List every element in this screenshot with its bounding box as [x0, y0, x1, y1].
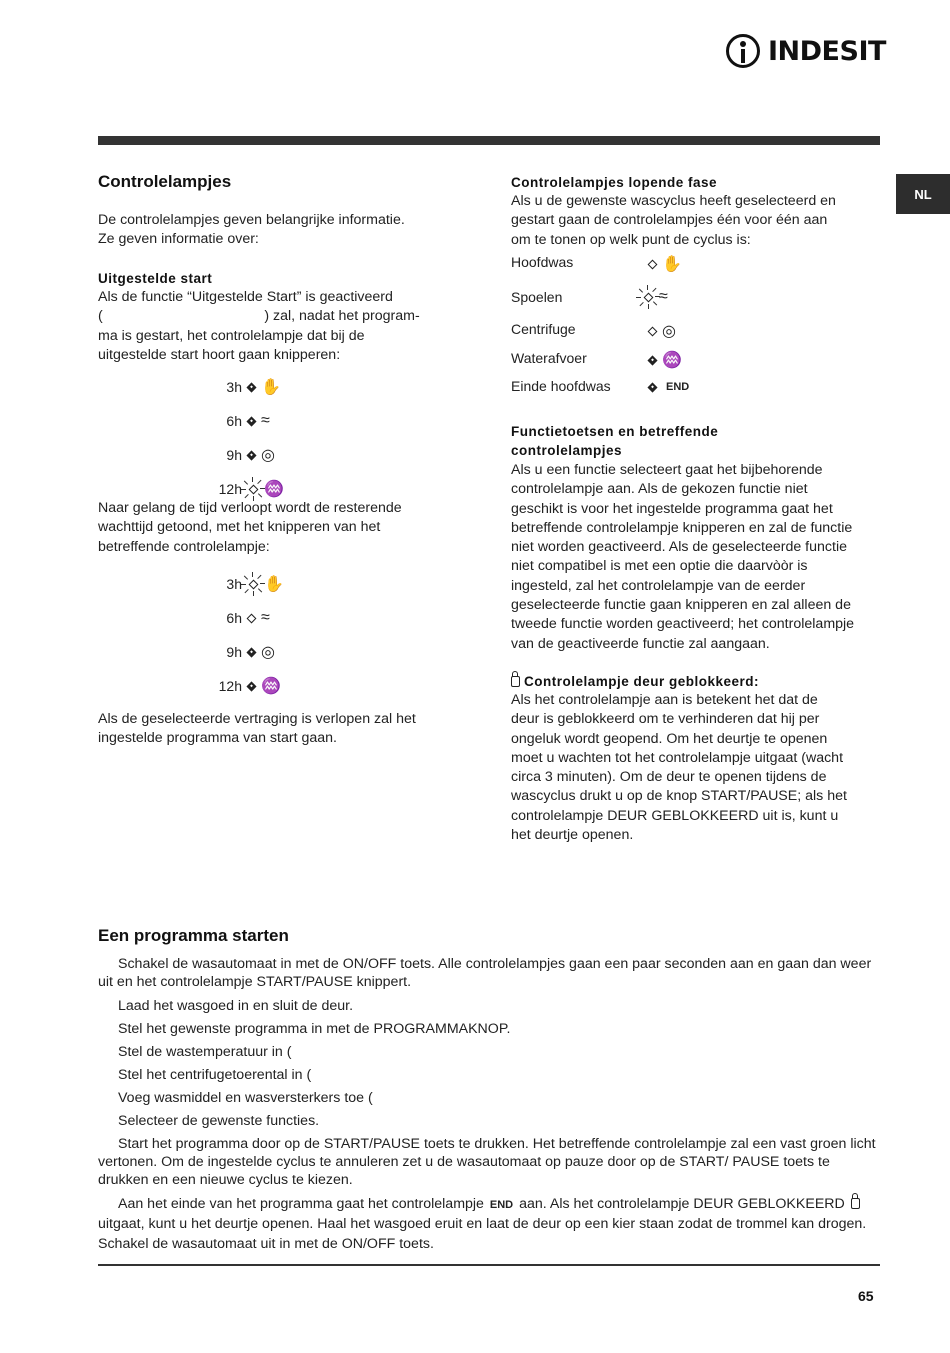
- text-line: geselecteerde functie gaan knipperen en zal alleen de: [511, 597, 851, 614]
- heading-line: controlelampjes: [511, 443, 623, 459]
- delayed-start-heading: Uitgestelde start: [98, 271, 213, 286]
- drain-icon: ♒: [662, 352, 682, 369]
- delay-label: 12h: [218, 678, 242, 694]
- delay-label: 12h: [218, 481, 242, 497]
- text-line: niet compatibel is met een optie die daarvòòr is: [511, 558, 808, 575]
- text-line: Als u de gewenste wascyclus heeft geselecteerd en: [511, 193, 836, 209]
- text-line: geschikt is voor het ingestelde programma gaat het: [511, 500, 833, 517]
- text-line: gestart gaan de controlelampjes één voor één aan: [511, 212, 828, 229]
- text-line: het deurtje openen.: [511, 827, 634, 844]
- text-line: wachttijd getoond, met het knipperen van het: [98, 519, 381, 536]
- step-text: Start het programma door op de START/PAUSE toets te drukken. Het betreffende controlelampje zal een vast groen licht vertonen. Om de ingestelde cyclus te annuleren zet u de wasautomaat op pauze door op de START/ PAUSE toets te drukken en een nieuwe cyclus te kiezen.: [98, 1136, 876, 1188]
- indicator-led: [247, 416, 257, 426]
- final-text: Aan het einde van het programma gaat het controlelampje: [118, 1196, 484, 1212]
- indicator-led: [247, 681, 257, 691]
- step-text: Selecteer de gewenste functies.: [118, 1113, 320, 1129]
- indicator-led: [648, 259, 658, 269]
- drain-icon: ♒: [264, 481, 284, 498]
- delay-end-text: [98, 710, 468, 749]
- text-line: van de geactiveerde functie zal aangaan.: [511, 635, 770, 652]
- text-line: om te tonen op welk punt de cyclus is:: [511, 231, 751, 248]
- delay-label: 9h: [226, 447, 242, 463]
- text-line: ( ) zal, nadat het program-: [98, 308, 420, 325]
- rinse-icon: ≈: [261, 412, 270, 429]
- lock-icon: [511, 676, 520, 687]
- text-line: betreffende controlelampje knipperen en zal de functie: [511, 519, 853, 536]
- wash-icon: ✋: [264, 576, 284, 593]
- delay-indicator-row: [218, 370, 284, 404]
- text-line: uitgestelde start hoort gaan knipperen:: [98, 346, 341, 363]
- spin-icon: ◎: [662, 323, 676, 340]
- text-line: Als u een functie selecteert gaat het bijbehorende: [511, 462, 823, 478]
- language-tab: NL: [896, 174, 950, 214]
- function-text: [511, 461, 881, 654]
- brand-name: INDESIT: [768, 35, 886, 67]
- delay-indicator-row: [218, 567, 284, 601]
- door-lock-heading-text: Controlelampje deur geblokkeerd:: [524, 674, 760, 689]
- end-icon: END: [666, 381, 690, 393]
- text-line: ma is gestart, het controlelampje dat bij de: [98, 327, 365, 344]
- delay-label: 3h: [226, 576, 242, 592]
- indesit-logo-icon: [726, 34, 760, 68]
- bottom-rule: [98, 1264, 880, 1266]
- step-text: Voeg wasmiddel en wasversterkers toe (: [118, 1090, 373, 1106]
- text-line: wascyclus drukt u op de knop START/PAUSE; als het: [511, 788, 847, 805]
- final-text: aan. Als het controlelampje DEUR: [519, 1196, 734, 1212]
- indesit-logo: [726, 34, 886, 68]
- step-text: Schakel de wasautomaat in met de ON/OFF toets. Alle controlelampjes gaan een paar seconden aan en gaan dan weer uit en het controlelampje START/PAUSE knippert.: [98, 956, 872, 990]
- blinking-led: [242, 573, 264, 595]
- step-text: Stel de wastemperatuur in (: [118, 1044, 292, 1060]
- text-line: circa 3 minuten). Om de deur te openen tijdens de: [511, 769, 827, 786]
- spin-icon: ◎: [261, 447, 275, 464]
- phase-label: Einde hoofdwas: [511, 378, 611, 394]
- door-lock-text: [511, 691, 881, 845]
- delay-indicator-row: [218, 635, 284, 669]
- heading-line: Functietoetsen en betreffende: [511, 424, 719, 439]
- final-step: [98, 1195, 880, 1254]
- intro-text: [98, 211, 468, 250]
- delayed-start-text: [98, 288, 468, 365]
- remaining-time-text: [98, 499, 468, 557]
- text-line: betreffende controlelampje:: [98, 538, 270, 555]
- page-number: 65: [858, 1288, 874, 1304]
- text-line: Als het controlelampje aan is betekent het dat de: [511, 692, 818, 708]
- text-line: tweede functie worden geactiveerd; het controlelampje: [511, 616, 855, 633]
- text-line: ingesteld, zal het controlelampje van de eerder: [511, 577, 806, 594]
- delay-indicator-group-b: [218, 567, 284, 703]
- text-line: deur is geblokkeerd om te verhinderen dat hij per: [511, 711, 820, 728]
- end-icon: END: [489, 1199, 514, 1211]
- blinking-led: [242, 478, 264, 500]
- drain-icon: ♒: [261, 678, 281, 695]
- wash-icon: ✋: [261, 379, 281, 396]
- delay-label: 9h: [226, 644, 242, 660]
- step-text: Stel het centrifugetoerental in (: [118, 1067, 312, 1083]
- rinse-icon: ≈: [261, 609, 270, 626]
- text-line: Als de functie “Uitgestelde Start” is geactiveerd: [98, 289, 393, 305]
- delay-indicator-row: [218, 601, 284, 635]
- wash-icon: ✋: [662, 256, 682, 273]
- indicator-led: [648, 382, 658, 392]
- delay-label: 6h: [226, 413, 242, 429]
- delay-indicator-row: [218, 669, 284, 703]
- top-rule: [98, 136, 880, 145]
- start-steps: [98, 955, 880, 1257]
- phase-heading: Controlelampjes lopende fase: [511, 175, 718, 190]
- indicator-led: [247, 613, 257, 623]
- spin-icon: ◎: [261, 644, 275, 661]
- step-text: Laad het wasgoed in en sluit de deur.: [118, 998, 354, 1014]
- phase-label: Spoelen: [511, 289, 563, 305]
- text-line: niet worden geactiveerd. Als de geselecteerde functie: [511, 539, 847, 556]
- final-text: GEBLOKKEERD: [737, 1196, 845, 1212]
- phase-label: Centrifuge: [511, 321, 576, 337]
- delay-indicator-row: [218, 404, 284, 438]
- text-line: Naar gelang de tijd verloopt wordt de resterende: [98, 500, 402, 516]
- lock-icon: [851, 1198, 860, 1209]
- text-line: controlelampje aan. Als de gekozen functie niet: [511, 481, 808, 498]
- text-line: moet u wachten tot het controlelampje uitgaat (wacht: [511, 749, 844, 766]
- intro-line: De controlelampjes geven belangrijke informatie.: [98, 212, 405, 228]
- indicator-led: [247, 647, 257, 657]
- door-lock-heading: [511, 672, 881, 691]
- text-line: ongeluk wordt geopend. Om het deurtje te openen: [511, 730, 828, 747]
- indicator-led: [247, 450, 257, 460]
- text-line: controlelampje DEUR GEBLOKKEERD uit is, kunt u: [511, 807, 839, 824]
- final-text: uitgaat, kunt u het deurtje openen. Haal het wasgoed eruit en laat de deur op een kier staan zodat de trommel kan drogen. Schakel de wasautomaat uit in met de ON/OFF toets.: [98, 1216, 867, 1252]
- text-line: ingestelde programma van start gaan.: [98, 730, 337, 747]
- delay-label: 6h: [226, 610, 242, 626]
- delay-indicator-row: [218, 438, 284, 472]
- intro-line: Ze geven informatie over:: [98, 231, 259, 248]
- rinse-icon: ≈: [659, 288, 668, 305]
- step-text: Stel het gewenste programma in met de PROGRAMMAKNOP.: [118, 1021, 511, 1037]
- indicator-led: [247, 382, 257, 392]
- indicator-led: [648, 326, 658, 336]
- delay-label: 3h: [226, 379, 242, 395]
- phase-label: Hoofdwas: [511, 254, 574, 270]
- section-title-controlelampjes: Controlelampjes: [98, 172, 232, 191]
- section-title-programma-starten: Een programma starten: [98, 926, 289, 945]
- function-heading: [511, 422, 881, 461]
- indicator-led: [648, 355, 658, 365]
- delay-indicator-group-a: [218, 370, 284, 506]
- text-line: Als de geselecteerde vertraging is verlopen zal het: [98, 711, 416, 727]
- phase-text: [511, 192, 881, 250]
- blinking-led: [637, 286, 659, 308]
- phase-label: Waterafvoer: [511, 350, 587, 366]
